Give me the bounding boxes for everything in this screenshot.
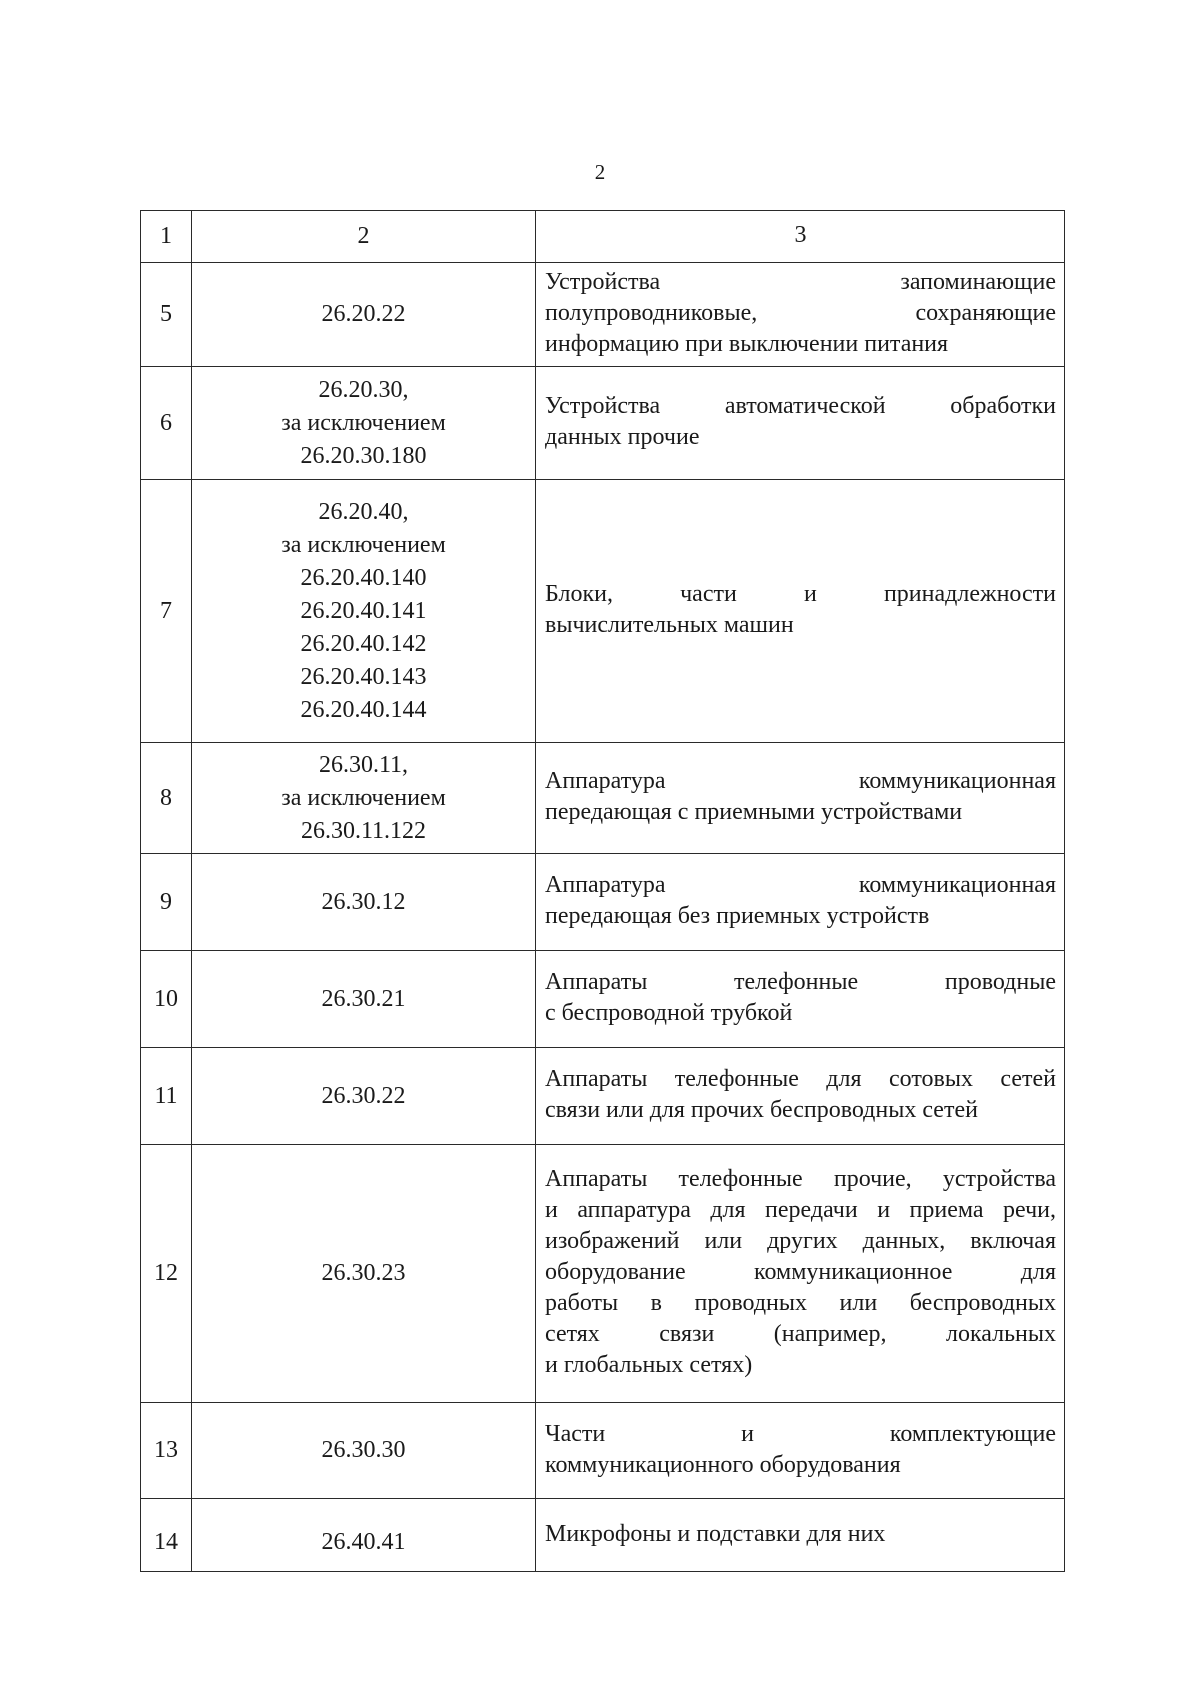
description-line: сетях связи (например, локальных [545,1321,1056,1347]
description-line: Блоки, части и принадлежности [545,581,1056,607]
okpd-code-line: 26.30.22 [321,1082,406,1109]
okpd-code-line: за исключением [281,409,446,436]
row-number-cell: 8 [141,743,192,854]
description-cell [536,367,1065,480]
okpd-code-line: 26.30.23 [321,1260,406,1286]
description-cell [536,743,1065,854]
header-cell-2: 2 [192,211,536,263]
description-cell [536,480,1065,743]
okpd-code-line: 26.20.40.140 [300,564,427,591]
okpd-code-cell [192,854,536,951]
description-line: и аппаратура для передачи и приема речи, [545,1197,1056,1223]
description-line: работы в проводных или беспроводных [545,1290,1056,1316]
description-line: Аппараты телефонные прочие, устройства [545,1166,1056,1192]
codes-table [140,210,1065,1572]
row-number-cell: 9 [141,854,192,951]
description-line: данных прочие [545,424,700,450]
description-line: Устройства автоматической обработки [545,393,1056,419]
okpd-code-line: 26.20.40, [318,498,409,525]
header-cell-3: 3 [536,211,1065,263]
table-row [141,1145,1065,1403]
description-line: Микрофоны и подставки для них [545,1520,886,1547]
table-row [141,743,1065,854]
description-line: вычислительных машин [545,612,794,638]
okpd-code-line: 26.20.30.180 [300,442,427,469]
okpd-code-cell [192,1048,536,1145]
okpd-code-cell [192,1403,536,1499]
okpd-code-cell [192,743,536,854]
row-number-cell: 14 [141,1499,192,1572]
okpd-code-line: за исключением [281,784,446,811]
description-line: Аппаратура коммуникационная [545,768,1056,794]
table-row [141,951,1065,1048]
page-number: 2 [594,160,606,184]
description-line: информацию при выключении питания [545,331,949,357]
okpd-code-line: 26.20.40.144 [300,696,427,723]
header-cell-1: 1 [141,211,192,263]
description-cell [536,263,1065,367]
okpd-code-line: 26.30.11.122 [300,817,427,844]
row-number-cell: 10 [141,951,192,1048]
description-line: и глобальных сетях) [545,1352,753,1378]
description-cell [536,1403,1065,1499]
table-row [141,854,1065,951]
okpd-code-line: 26.20.22 [321,301,406,327]
table-row [141,367,1065,480]
okpd-code-cell [192,367,536,480]
description-line: с беспроводной трубкой [545,1000,793,1026]
okpd-code-cell [192,263,536,367]
description-cell [536,1499,1065,1572]
okpd-code-line: 26.20.30, [318,376,409,403]
okpd-code-line: 26.20.40.143 [300,663,427,690]
description-line: связи или для прочих беспроводных сетей [545,1097,978,1123]
description-line: Устройства запоминающие [545,269,1056,295]
description-line: Части и комплектующие [545,1420,1056,1447]
okpd-code-cell [192,480,536,743]
description-line: Аппараты телефонные для сотовых сетей [545,1066,1056,1092]
description-line: Аппаратура коммуникационная [545,872,1056,898]
table-row [141,1499,1065,1572]
row-number-cell: 13 [141,1403,192,1499]
okpd-code-line: 26.30.30 [321,1437,406,1463]
row-number-cell: 7 [141,480,192,743]
table-row [141,1048,1065,1145]
row-number-cell: 12 [141,1145,192,1403]
okpd-code-line: 26.30.12 [321,888,406,915]
description-cell [536,1048,1065,1145]
okpd-code-line: за исключением [281,531,446,558]
table-header-row [141,211,1065,263]
description-line: Аппараты телефонные проводные [545,969,1056,995]
description-cell [536,1145,1065,1403]
okpd-code-line: 26.40.41 [321,1528,406,1555]
description-line: передающая без приемных устройств [545,903,930,929]
description-line: коммуникационного оборудования [545,1451,901,1478]
okpd-code-cell [192,1145,536,1403]
description-cell [536,854,1065,951]
okpd-code-line: 26.20.40.141 [300,597,427,624]
row-number-cell: 6 [141,367,192,480]
table-row [141,1403,1065,1499]
row-number-cell: 11 [141,1048,192,1145]
description-cell [536,951,1065,1048]
okpd-code-cell [192,951,536,1048]
okpd-code-line: 26.30.21 [321,985,406,1012]
table-row [141,263,1065,367]
description-line: изображений или других данных, включая [545,1228,1056,1254]
description-line: оборудование коммуникационное для [545,1259,1056,1285]
description-line: полупроводниковые, сохраняющие [545,300,1056,326]
table-row [141,480,1065,743]
description-line: передающая с приемными устройствами [545,799,963,825]
okpd-code-line: 26.30.11, [318,751,409,778]
okpd-code-cell [192,1499,536,1572]
row-number-cell: 5 [141,263,192,367]
okpd-code-line: 26.20.40.142 [300,630,427,657]
